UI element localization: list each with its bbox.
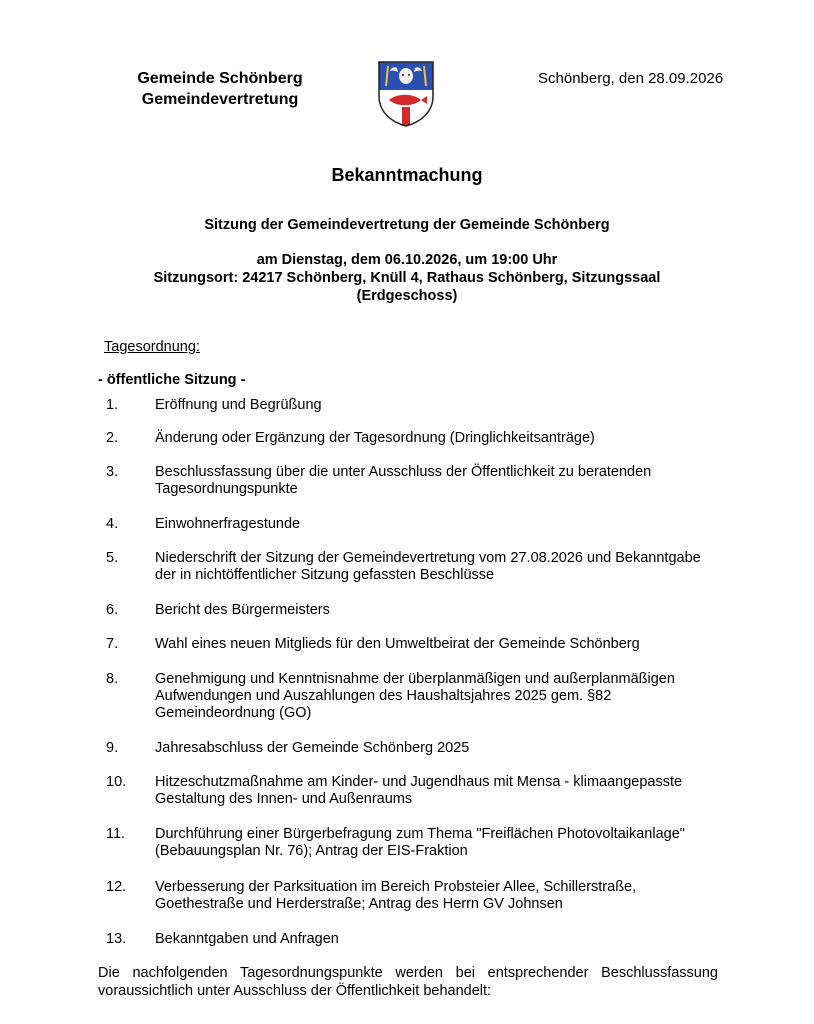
agenda-item-line: Aufwendungen und Auszahlungen des Haushaltsjahres 2025 gem. §82 (155, 688, 612, 704)
agenda-item-text (155, 826, 735, 860)
document-title: Bekanntmachung (331, 165, 483, 185)
agenda-item-line: Bericht des Bürgermeisters (155, 602, 330, 618)
agenda-item-number: 10. (106, 774, 127, 790)
agenda-item-number: 9. (106, 740, 119, 756)
agenda-item-line: Bekanntgaben und Anfragen (155, 931, 339, 947)
council-name: Gemeindevertretung (141, 91, 299, 108)
agenda-item-number: 3. (106, 464, 119, 480)
agenda-item-number: 4. (106, 516, 119, 532)
meeting-location-floor: (Erdgeschoss) (356, 288, 458, 304)
agenda-item-number: 13. (106, 931, 127, 947)
agenda-item-number: 6. (106, 602, 119, 618)
agenda-item-line: Änderung oder Ergänzung der Tagesordnung (Dringlichkeitsanträge) (155, 430, 595, 446)
municipal-coat-of-arms-icon (377, 60, 435, 128)
document-date: Schönberg, den 28.09.2026 (538, 70, 724, 87)
agenda-item-line: Goethestraße und Herderstraße; Antrag des Herrn GV Johnsen (155, 896, 563, 912)
agenda-item-line: Beschlussfassung über die unter Ausschluss der Öffentlichkeit zu beratenden (155, 464, 652, 480)
agenda-item-line: Genehmigung und Kenntnisnahme der überplanmäßigen und außerplanmäßigen (155, 671, 675, 687)
agenda-item-number: 11. (106, 826, 126, 842)
agenda-item-number: 8. (106, 671, 119, 687)
issuing-authority (120, 68, 320, 110)
agenda-item-line: Gestaltung des Innen- und Außenraums (155, 791, 413, 807)
agenda-item-line: Tagesordnungspunkte (155, 481, 298, 497)
agenda-item-text (155, 516, 735, 533)
agenda-item-number: 5. (106, 550, 119, 566)
agenda-item-text (155, 602, 735, 619)
agenda-item-line: der in nichtöffentlicher Sitzung gefassten Beschlüsse (155, 567, 495, 583)
agenda-item-number: 12. (106, 879, 127, 895)
municipality-name: Gemeinde Schönberg (137, 70, 303, 87)
public-session-heading: - öffentliche Sitzung - (98, 372, 246, 388)
agenda-item-text (155, 774, 735, 808)
agenda-item-line: Durchführung einer Bürgerbefragung zum Thema "Freiflächen Photovoltaikanlage" (155, 826, 685, 842)
agenda-item-number: 7. (106, 636, 119, 652)
agenda-item-text (155, 636, 735, 653)
agenda-item-line: (Bebauungsplan Nr. 76); Antrag der EIS-Fraktion (155, 843, 468, 859)
meeting-date-time: am Dienstag, dem 06.10.2026, um 19:00 Uhr (256, 252, 558, 268)
agenda-item-line: Eröffnung und Begrüßung (155, 397, 322, 413)
agenda-item-text (155, 671, 735, 722)
meeting-subject: Sitzung der Gemeindevertretung der Gemeinde Schönberg (204, 217, 610, 233)
agenda-item-text (155, 740, 735, 757)
agenda-item-text (155, 430, 735, 447)
agenda-item-line: Gemeindeordnung (GO) (155, 705, 312, 721)
agenda-item-line: Verbesserung der Parksituation im Bereich Probsteier Allee, Schillerstraße, (155, 879, 637, 895)
agenda-item-text (155, 464, 735, 498)
agenda-item-text (155, 550, 735, 584)
agenda-item-text (155, 879, 735, 913)
agenda-item-number: 1. (106, 397, 119, 413)
agenda-item-line: Hitzeschutzmaßnahme am Kinder- und Jugendhaus mit Mensa - klimaangepasste (155, 774, 683, 790)
agenda-item-number: 2. (106, 430, 119, 446)
agenda-item-text (155, 397, 735, 414)
agenda-item-line: Einwohnerfragestunde (155, 516, 301, 532)
agenda-item-line: Wahl eines neuen Mitglieds für den Umweltbeirat der Gemeinde Schönberg (155, 636, 640, 652)
agenda-item-line: Niederschrift der Sitzung der Gemeindevertretung vom 27.08.2026 und Bekanntgabe (155, 550, 701, 566)
agenda-heading: Tagesordnung: (104, 339, 200, 355)
agenda-item-text (155, 931, 735, 948)
closing-note: Die nachfolgenden Tagesordnungspunkte werden bei entsprechender Beschlussfassung voraussichtlich unter Ausschluss der Öffentlichkeit behandelt: (98, 965, 718, 999)
meeting-location: Sitzungsort: 24217 Schönberg, Knüll 4, Rathaus Schönberg, Sitzungssaal (153, 270, 661, 286)
agenda-item-line: Jahresabschluss der Gemeinde Schönberg 2025 (155, 740, 470, 756)
